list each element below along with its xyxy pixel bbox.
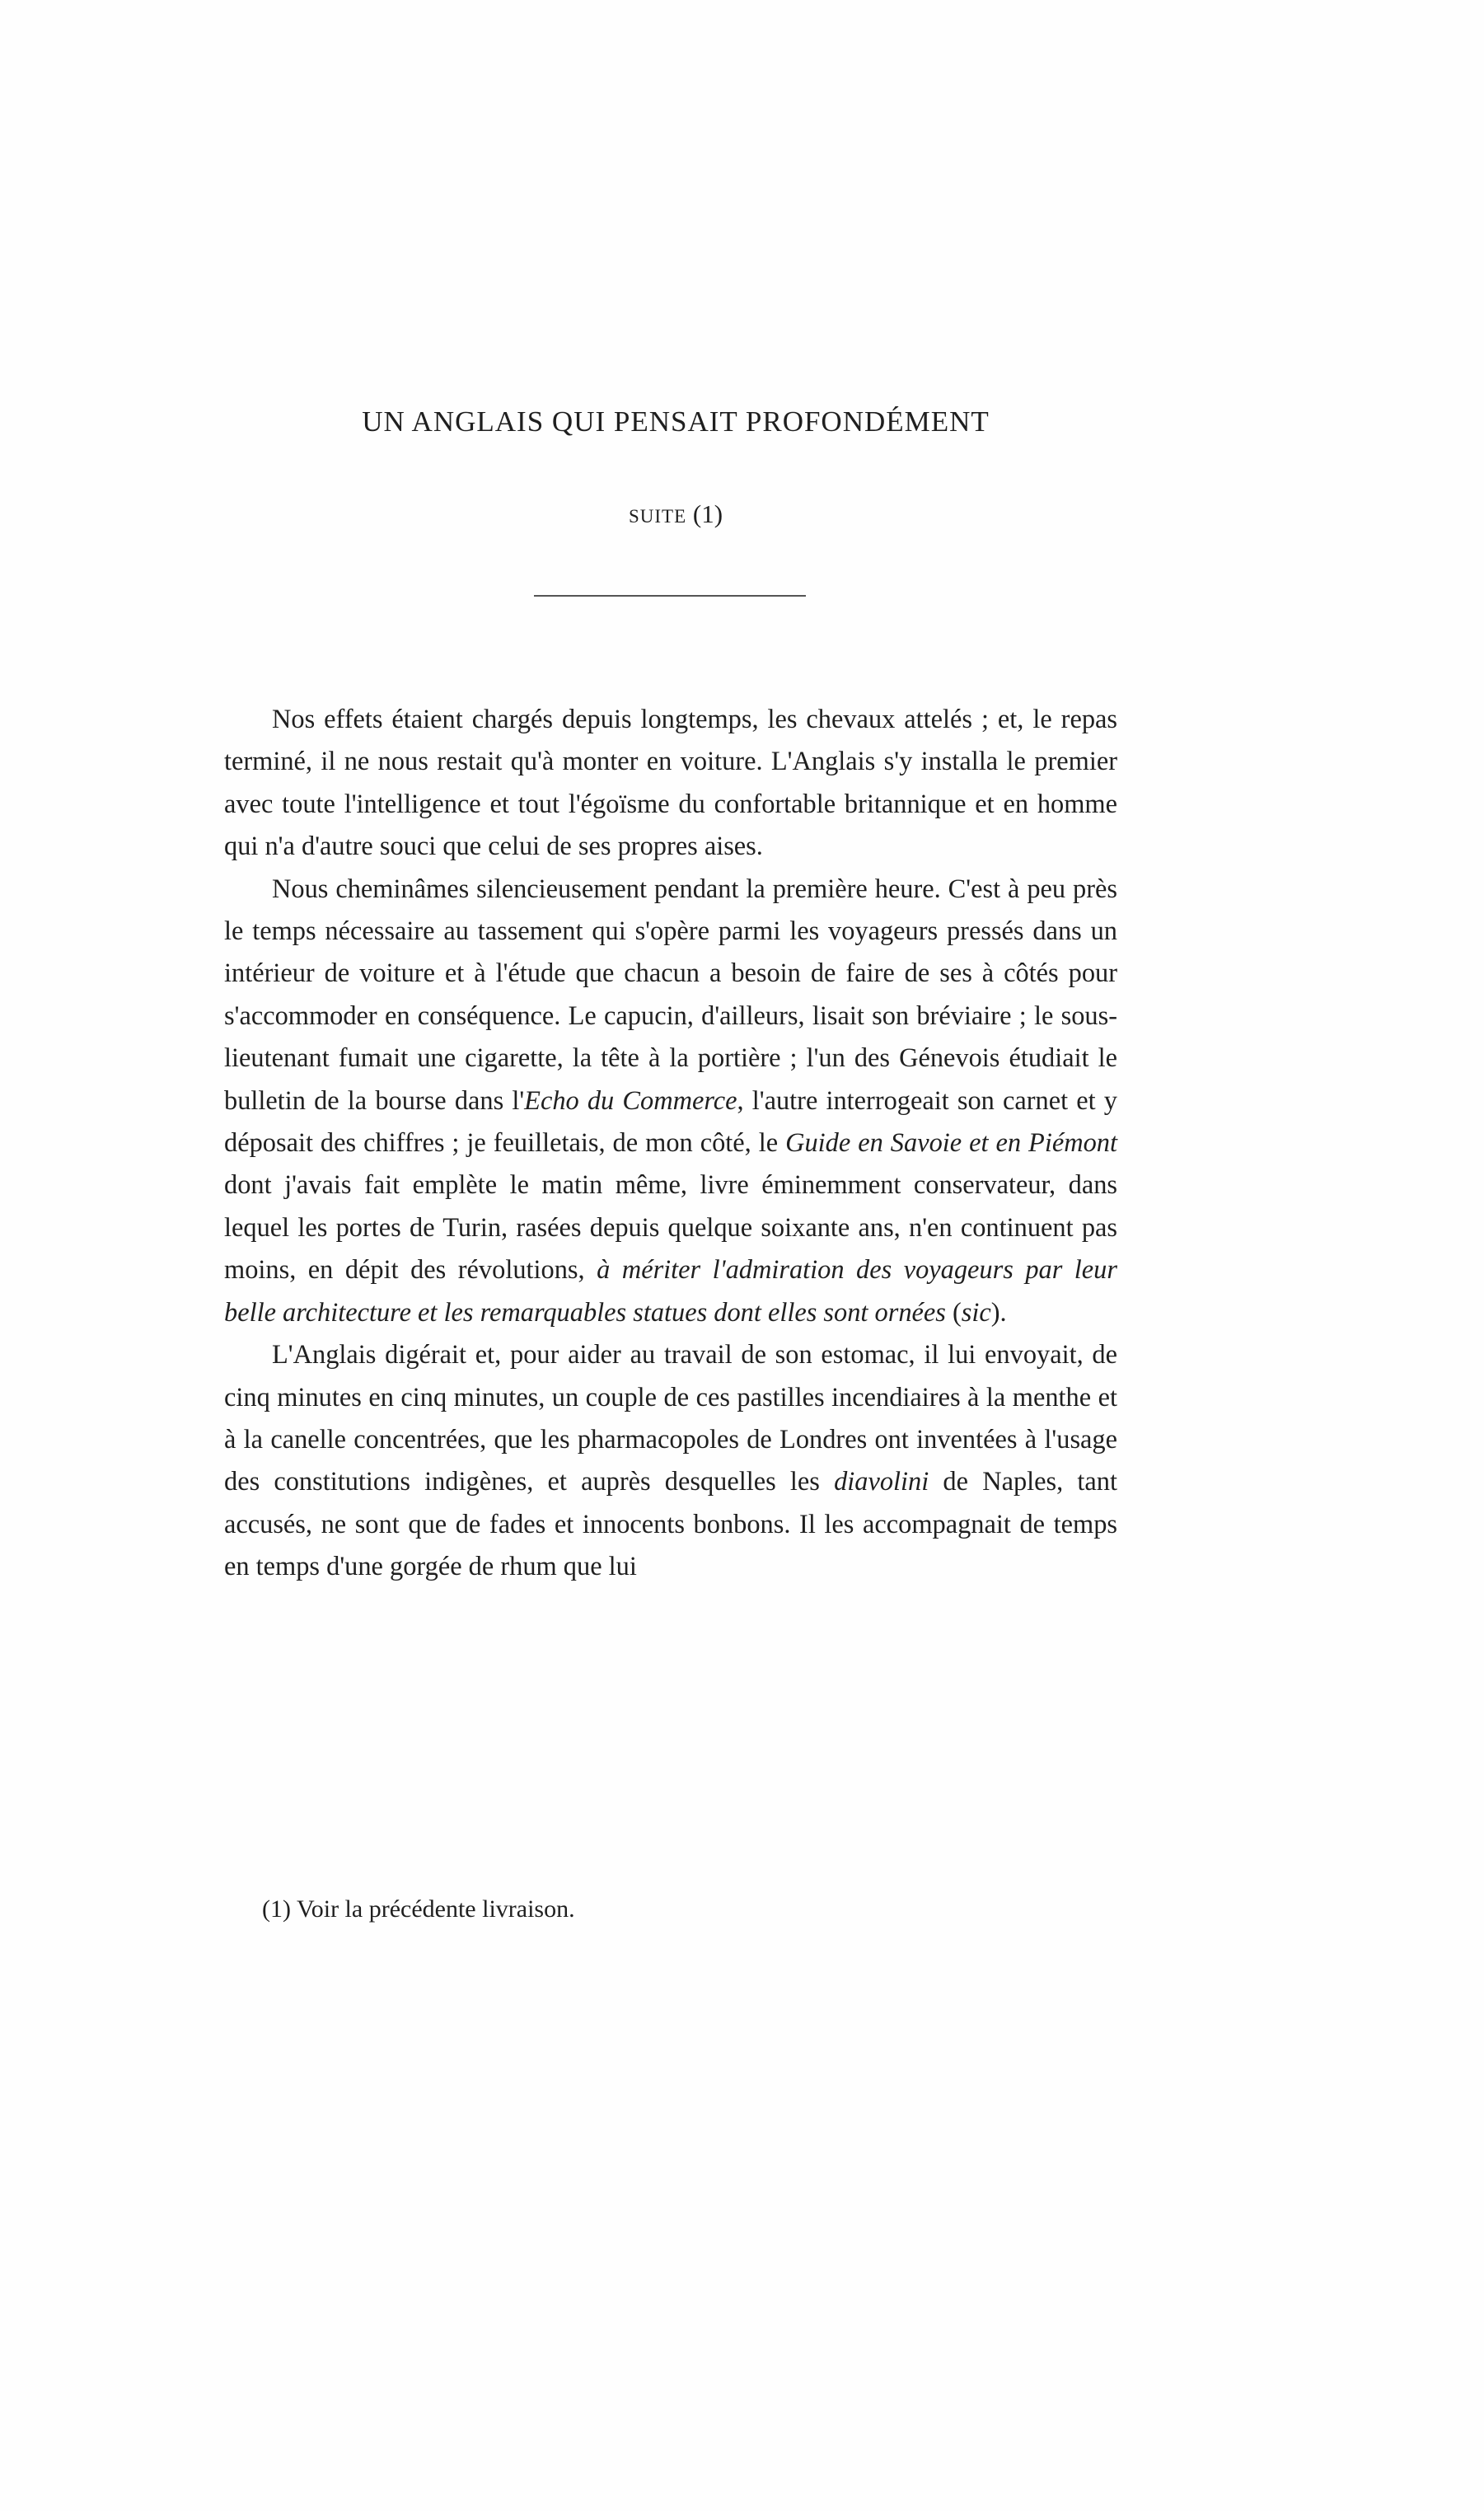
italic-text-segment: sic — [961, 1297, 991, 1328]
italic-text-segment: Guide en Savoie et en Piémont — [785, 1128, 1117, 1159]
italic-text-segment: diavolini — [834, 1467, 929, 1497]
text-segment: ( — [945, 1297, 962, 1328]
paragraph — [224, 1334, 1117, 1588]
text-segment: Nous cheminâmes silencieusement pendant la première heure. C'est à peu près le temps nécessaire au tassement qui s'opère parmi les voyageurs pressés dans un intérieur de voiture et à l'étude que chacun a besoin de faire de ses à côtés pour s'accommoder en conséquence. Le capucin, d'ailleurs, lisait son bréviaire ; le sous-lieutenant fumait une cigarette, la tête à la portière ; l'un des Génevois étudiait le bulletin de la bourse dans l' — [224, 874, 1117, 1116]
text-segment: L'Anglais digérait et, pour aider au travail de son estomac, il lui envoyait, de cinq minutes en cinq minutes, un couple de ces pastilles incendiaires à la menthe et à la canelle concentrées, que les pharmacopoles de Londres ont inventées à l'usage des constitutions indigènes, et auprès desquelles les — [224, 1340, 1117, 1497]
footnote: (1) Voir la précédente livraison. — [262, 1895, 575, 1923]
text-segment: Nos effets étaient chargés depuis longtemps, les chevaux attelés ; et, le repas terminé, il ne nous restait qu'à monter en voiture. L'Anglais s'y installa le premier avec toute l'intelligence et tout l'égoïsme du confortable britannique et en homme qui n'a d'autre souci que celui de ses propres aises. — [224, 705, 1117, 862]
body-text — [224, 699, 1117, 1589]
chapter-title: UN ANGLAIS QUI PENSAIT PROFONDÉMENT — [362, 405, 990, 438]
italic-text-segment: Echo du Commerce — [524, 1085, 737, 1116]
title-separator-rule — [534, 595, 806, 597]
chapter-subtitle — [577, 499, 775, 529]
text-segment: de Naples, tant accusés, ne sont que de fades et innocents bonbons. Il les accompagnait de temps en temps d'une gorgée de rhum que lui — [224, 1467, 1117, 1582]
paragraph — [224, 699, 1117, 869]
italic-text-segment: à mériter l'admiration des voyageurs par leur belle architecture et les remarquables statues dont elles sont ornées — [224, 1255, 1117, 1328]
subtitle-footnote-ref: (1) — [692, 499, 723, 528]
paragraph — [224, 869, 1117, 1334]
text-segment: dont j'avais fait emplète le matin même, livre éminemment conservateur, dans lequel les portes de Turin, rasées depuis quelque soixante ans, n'en continuent pas moins, en dépit des révolutions, — [224, 1170, 1117, 1286]
text-segment: ). — [990, 1297, 1007, 1328]
text-segment: , l'autre interrogeait son carnet et y déposait des chiffres ; je feuilletais, de mon côté, le — [224, 1085, 1117, 1159]
subtitle-word: SUITE — [628, 506, 687, 527]
